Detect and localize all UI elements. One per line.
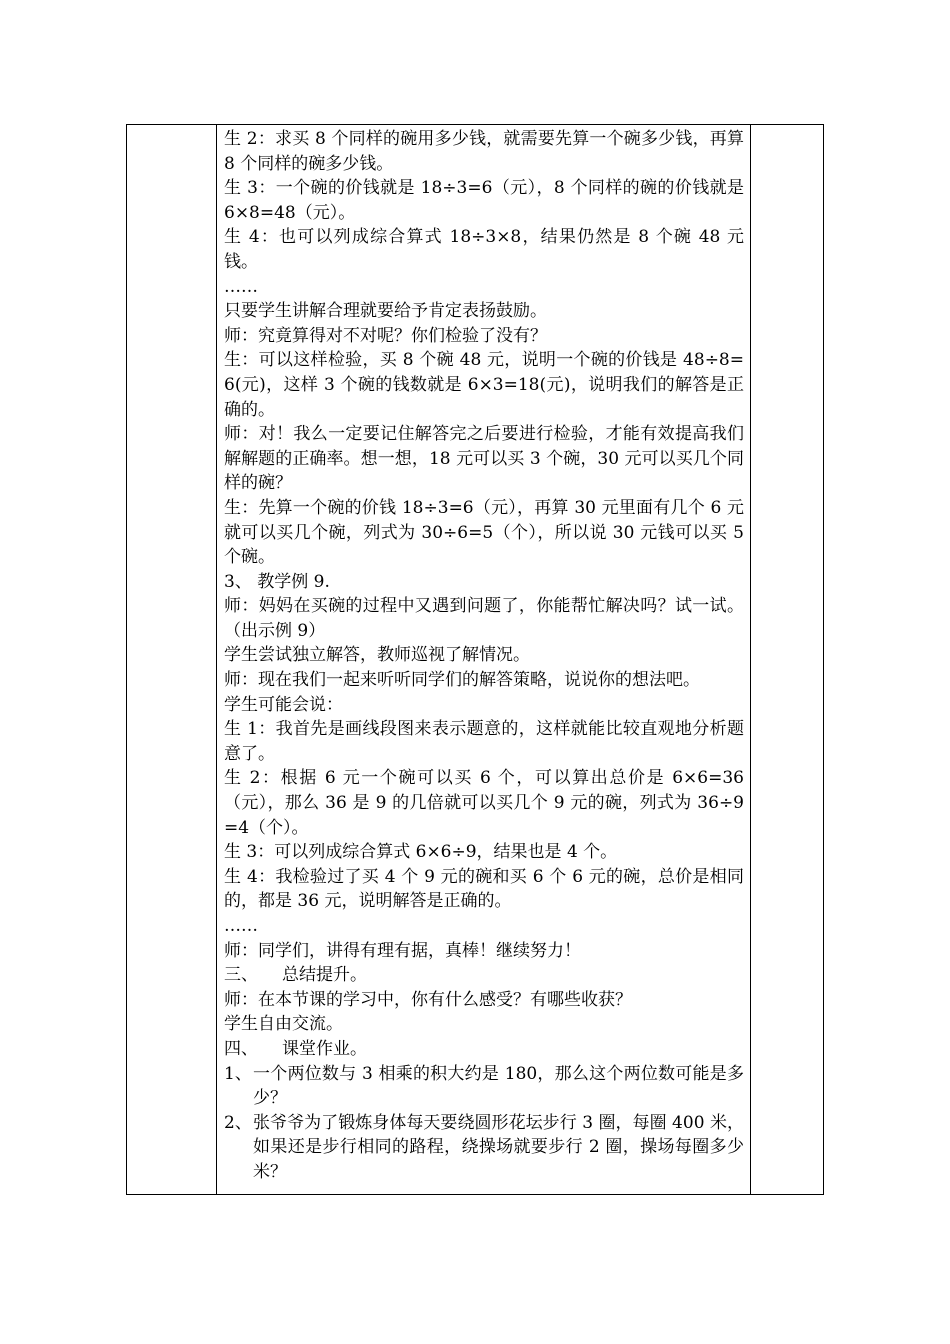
column-divider-right (750, 125, 751, 1194)
example-heading: 3、 教学例 9. (224, 571, 330, 592)
section-number: 四、 (224, 1038, 258, 1059)
text-line: 生 4：我检验过了买 4 个 9 元的碗和买 6 个 6 元的碗，总价是相同的，都是 36 元，说明解答是正确的。 (224, 866, 744, 912)
item-number: 1、 (224, 1063, 252, 1084)
text-line: 生 1：我首先是画线段图来表示题意的，这样就能比较直观地分析题意了。 (224, 719, 744, 764)
text-line: 生 2：根据 6 元一个碗可以买 6 个，可以算出总价是 6×6=36（元），那么 36 是 9 的几倍就可以买几个 9 元的碗，列式为 36÷9=4（个）。 (224, 768, 744, 838)
text-line: 学生可能会说： (224, 694, 343, 715)
text-line: 学生自由交流。 (224, 1014, 343, 1035)
lesson-table (126, 124, 824, 1195)
column-divider-left (216, 125, 217, 1194)
text-line: 学生尝试独立解答，教师巡视了解情况。 (224, 645, 530, 666)
text-line: 生 3：可以列成综合算式 6×6÷9，结果也是 4 个。 (224, 842, 618, 863)
text-line: 只要学生讲解合理就要给予肯定表扬鼓励。 (224, 301, 547, 322)
lesson-content-cell (224, 127, 744, 1185)
homework-item (224, 1111, 744, 1185)
item-text: 一个两位数与 3 相乘的积大约是 180，那么这个两位数可能是多少？ (253, 1063, 744, 1109)
section-title: 课堂作业。 (282, 1038, 367, 1059)
text-line: 生 4：也可以列成综合算式 18÷3×8，结果仍然是 8 个碗 48 元钱。 (224, 227, 744, 272)
text-line: 生：可以这样检验，买 8 个碗 48 元，说明一个碗的价钱是 48÷8=6(元)，这样 3 个碗的钱数就是 6×3=18(元)，说明我们的解答是正确的。 (224, 350, 744, 420)
section-title: 总结提升。 (282, 965, 367, 986)
ellipsis-line: …… (224, 276, 258, 297)
section-number: 三、 (224, 965, 258, 986)
text-line: 师：妈妈在买碗的过程中又遇到问题了，你能帮忙解决吗？试一试。（出示例 9） (224, 596, 744, 641)
text-line: 生：先算一个碗的价钱 18÷3=6（元），再算 30 元里面有几个 6 元就可以买几个碗，列式为 30÷6=5（个），所以说 30 元钱可以买 5 个碗。 (224, 497, 744, 568)
item-number: 2、 (224, 1112, 252, 1133)
text-line: 师：同学们，讲得有理有据，真棒！继续努力！ (224, 940, 581, 961)
text-line: 师：在本节课的学习中，你有什么感受？有哪些收获？ (224, 989, 632, 1010)
homework-item (224, 1062, 744, 1111)
text-line: 生 2：求买 8 个同样的碗用多少钱，就需要先算一个碗多少钱，再算 8 个同样的碗多少钱。 (224, 129, 744, 174)
text-line: 师：现在我们一起来听听同学们的解答策略，说说你的想法吧。 (224, 670, 700, 691)
item-text: 张爷爷为了锻炼身体每天要绕圆形花坛步行 3 圈，每圈 400 米，如果还是步行相同的路程，绕操场就要步行 2 圈，操场每圈多少米？ (253, 1112, 744, 1182)
section-heading-summary (224, 963, 744, 988)
text-line: 师：对！我么一定要记住解答完之后要进行检验，才能有效提高我们解解题的正确率。想一想，18 元可以买 3 个碗，30 元可以买几个同样的碗？ (224, 424, 744, 494)
text-line: 生 3：一个碗的价钱就是 18÷3=6（元），8 个同样的碗的价钱就是 6×8=48（元）。 (224, 178, 744, 223)
ellipsis-line: …… (224, 916, 258, 936)
text-line: 师：究竟算得对不对呢？你们检验了没有？ (224, 325, 547, 346)
section-heading-homework (224, 1037, 744, 1062)
